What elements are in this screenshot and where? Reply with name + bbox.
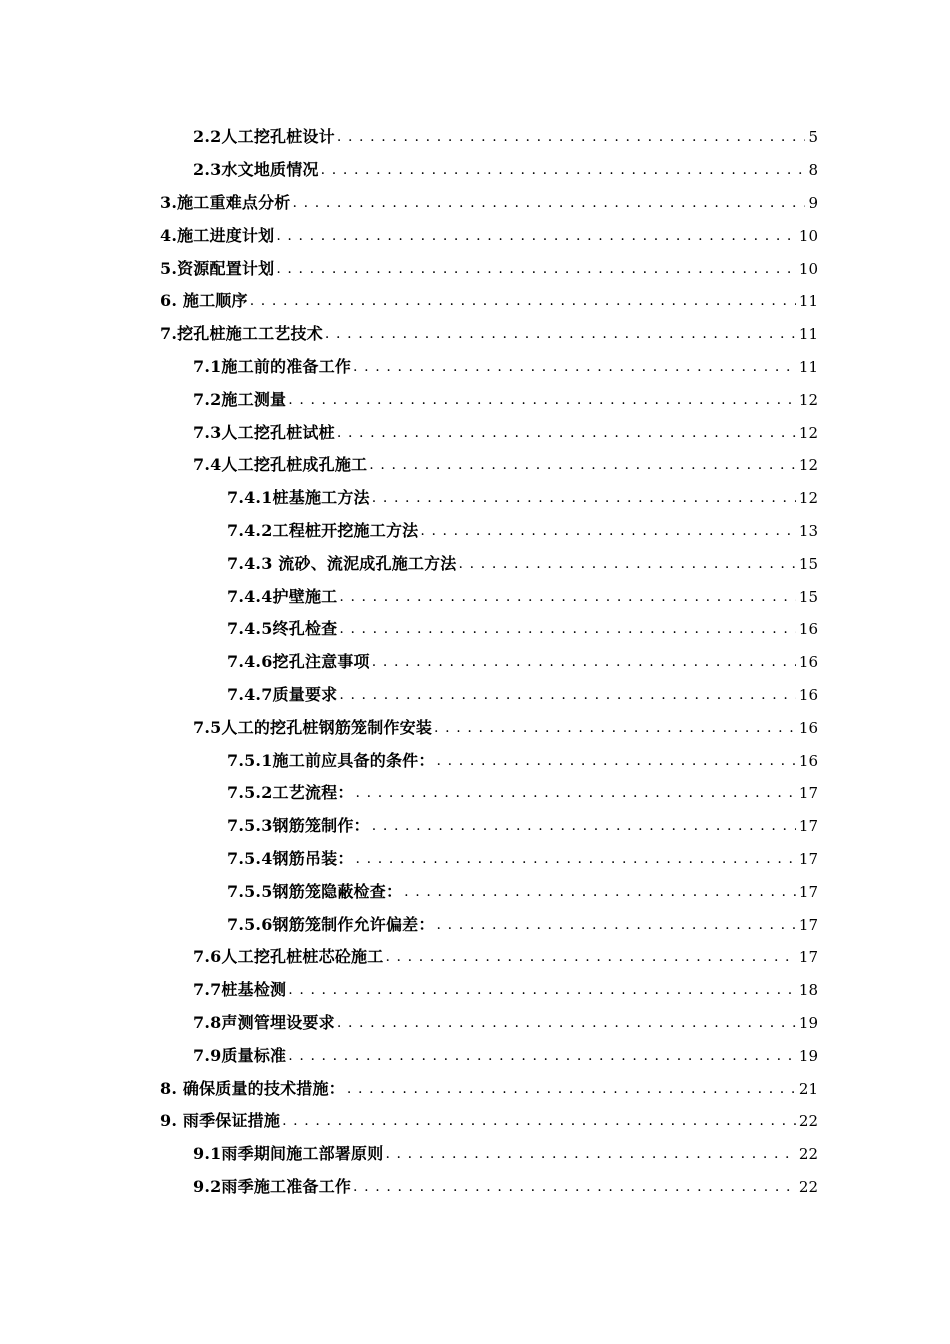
toc-dot-leader [437,915,796,935]
toc-entry-title: 7.6人工挖孔桩桩芯砼施工 [193,947,384,967]
toc-entry-title: 2.2人工挖孔桩设计 [193,127,335,147]
toc-entry[interactable] [227,515,818,548]
toc-entry-page-number: 16 [798,718,818,737]
toc-dot-leader [337,423,796,443]
toc-entry-page-number: 10 [798,226,818,245]
toc-entry-page-number: 12 [798,456,818,475]
toc-dot-leader [293,193,806,213]
toc-dot-leader [288,390,796,410]
toc-entry-page-number: 15 [798,554,818,573]
toc-entry[interactable] [160,252,818,285]
toc-entry-page-number: 11 [798,357,818,376]
toc-entry-page-number: 21 [798,1079,818,1098]
toc-entry-title: 7.4人工挖孔桩成孔施工 [193,455,368,475]
toc-dot-leader [353,357,796,377]
toc-entry-page-number: 8 [808,161,818,180]
toc-dot-leader [437,751,796,771]
toc-entry-page-number: 13 [798,521,818,540]
toc-entry-title: 9.1雨季期间施工部署原则 [193,1144,384,1164]
toc-entry-title: 2.3水文地质情况 [193,160,319,180]
toc-dot-leader [325,324,796,344]
toc-dot-leader [282,1111,796,1131]
toc-entry-title: 7.5.6钢筋笼制作允许偏差： [227,914,435,934]
toc-dot-leader [276,259,796,279]
toc-dot-leader [288,980,796,1000]
toc-entry[interactable] [193,941,818,974]
toc-entry-page-number: 5 [808,128,818,147]
toc-entry[interactable] [227,908,818,941]
toc-entry-title: 7.5.2工艺流程： [227,783,354,803]
toc-entry[interactable] [193,121,818,154]
toc-dot-leader [385,1144,795,1164]
toc-entry-page-number: 16 [798,685,818,704]
toc-dot-leader [459,554,796,574]
toc-entry-title: 3.施工重难点分析 [160,192,291,212]
toc-entry-title: 4.施工进度计划 [160,225,275,245]
toc-entry[interactable] [193,351,818,384]
toc-entry-title: 7.8声测管埋设要求 [193,1012,335,1032]
toc-entry[interactable] [160,285,818,318]
toc-entry[interactable] [227,810,818,843]
toc-dot-leader [372,488,796,508]
toc-dot-leader [288,1046,796,1066]
toc-dot-leader [434,718,796,738]
toc-entry[interactable] [227,679,818,712]
toc-entry[interactable] [193,1039,818,1072]
toc-dot-leader [372,816,796,836]
toc-entry-page-number: 16 [798,620,818,639]
toc-entry-title: 7.4.1桩基施工方法 [227,488,370,508]
toc-entry[interactable] [227,482,818,515]
toc-dot-leader [385,947,795,967]
toc-entry-title: 7.4.7质量要求 [227,684,338,704]
toc-entry[interactable] [193,974,818,1007]
toc-entry-page-number: 12 [798,489,818,508]
toc-entry-title: 7.4.6挖孔注意事项 [227,652,370,672]
toc-entry-title: 7.4.5终孔检查 [227,619,338,639]
toc-dot-leader [339,685,796,705]
toc-entry-page-number: 22 [798,1177,818,1196]
toc-entry[interactable] [227,843,818,876]
toc-dot-leader [339,587,796,607]
toc-entry[interactable] [227,646,818,679]
toc-entry[interactable] [193,1171,818,1204]
toc-entry[interactable] [193,1007,818,1040]
toc-dot-leader [276,226,796,246]
toc-dot-leader [404,882,796,902]
toc-entry-title: 7.5.1施工前应具备的条件： [227,750,435,770]
toc-entry-page-number: 11 [798,325,818,344]
toc-entry[interactable] [227,613,818,646]
toc-entry-page-number: 12 [798,390,818,409]
toc-entry-page-number: 18 [798,981,818,1000]
toc-entry-title: 7.4.2工程桩开挖施工方法 [227,520,419,540]
toc-dot-leader [353,1177,796,1197]
toc-entry-title: 9.2雨季施工准备工作 [193,1176,352,1196]
toc-entry-page-number: 16 [798,653,818,672]
toc-entry[interactable] [160,219,818,252]
toc-entry-page-number: 17 [798,817,818,836]
toc-entry-page-number: 19 [798,1013,818,1032]
toc-dot-leader [250,291,796,311]
toc-entry[interactable] [193,1138,818,1171]
toc-entry-page-number: 17 [798,784,818,803]
toc-entry-page-number: 9 [808,193,818,212]
toc-entry[interactable] [227,777,818,810]
toc-entry[interactable] [160,1105,818,1138]
toc-dot-leader [337,1013,796,1033]
toc-dot-leader [321,160,806,180]
toc-entry-page-number: 16 [798,751,818,770]
toc-entry-title: 6. 施工顺序 [160,291,248,311]
toc-entry-title: 7.3人工挖孔桩试桩 [193,422,335,442]
toc-entry-page-number: 17 [798,948,818,967]
toc-entry-title: 7.4.4护壁施工 [227,586,338,606]
toc-entry-title: 7.5.4钢筋吊装： [227,848,354,868]
toc-entry-title: 7.5.5钢筋笼隐蔽检查： [227,881,403,901]
toc-entry[interactable] [227,744,818,777]
toc-entry-page-number: 22 [798,1145,818,1164]
toc-entry[interactable] [160,1072,818,1105]
toc-entry[interactable] [193,154,818,187]
toc-entry[interactable] [193,416,818,449]
toc-entry-title: 7.9质量标准 [193,1045,287,1065]
toc-entry[interactable] [193,711,818,744]
toc-entry-page-number: 12 [798,423,818,442]
toc-entry-title: 7.4.3 流砂、流泥成孔施工方法 [227,553,457,573]
toc-entry[interactable] [227,580,818,613]
toc-entry-title: 8. 确保质量的技术措施： [160,1078,345,1098]
toc-entry-page-number: 22 [798,1112,818,1131]
toc-entry-page-number: 19 [798,1046,818,1065]
toc-entry-title: 7.7桩基检测 [193,980,287,1000]
toc-dot-leader [369,455,796,475]
toc-dot-leader [347,1079,796,1099]
toc-entry[interactable] [227,875,818,908]
toc-entry-page-number: 17 [798,849,818,868]
toc-entry[interactable] [227,547,818,580]
toc-entry[interactable] [160,318,818,351]
toc-dot-leader [356,783,796,803]
toc-entry[interactable] [193,383,818,416]
toc-entry-title: 5.资源配置计划 [160,258,275,278]
toc-dot-leader [356,849,796,869]
toc-entry[interactable] [160,187,818,220]
toc-entry-title: 7.挖孔桩施工工艺技术 [160,324,323,344]
toc-entry-page-number: 11 [798,292,818,311]
toc-entry-page-number: 15 [798,587,818,606]
toc-dot-leader [372,652,796,672]
toc-entry-title: 7.2施工测量 [193,389,287,409]
toc-entry-page-number: 17 [798,915,818,934]
toc-entry-title: 7.1施工前的准备工作 [193,356,352,376]
toc-entry-title: 7.5.3钢筋笼制作： [227,816,370,836]
toc-entry-page-number: 10 [798,259,818,278]
toc-dot-leader [420,521,796,541]
toc-entry-title: 9. 雨季保证措施 [160,1111,281,1131]
toc-dot-leader [339,619,796,639]
toc-entry-title: 7.5人工的挖孔桩钢筋笼制作安装 [193,717,433,737]
toc-dot-leader [337,127,806,147]
toc-entry[interactable] [193,449,818,482]
toc-entry-page-number: 17 [798,882,818,901]
